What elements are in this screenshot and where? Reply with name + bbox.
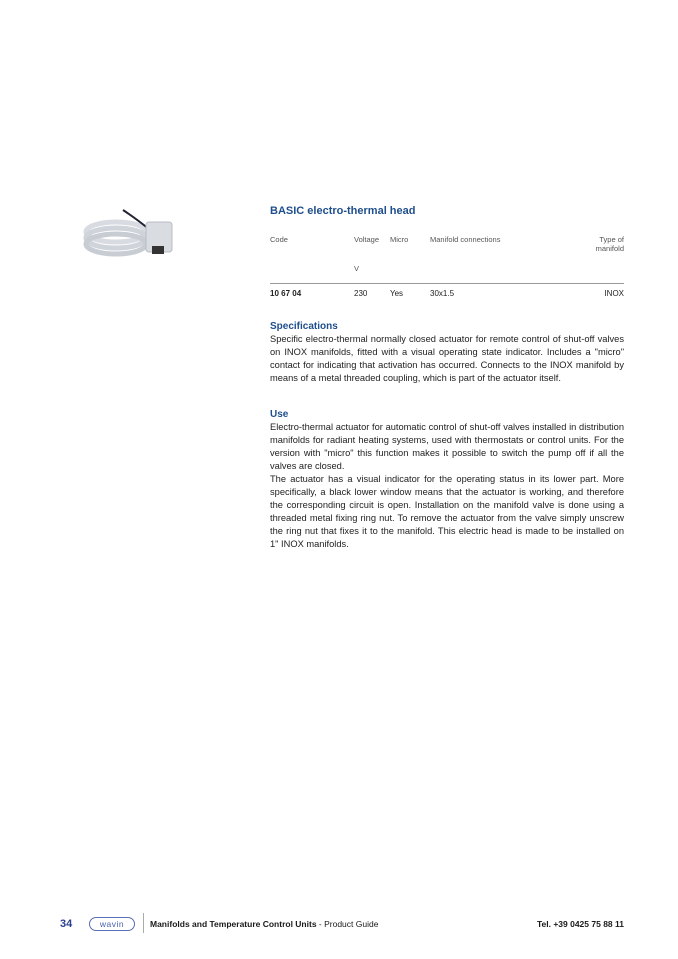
specifications-text: Specific electro-thermal normally closed actuator for remote control of shut-off valves on INOX manifolds, fitted with a visual operating state indicator. Includes a "micro" contact for indicating that activation has occurred. Connects to the INOX manifold by means of a metal threaded coupling, which is part of the actuator itself. <box>270 334 624 383</box>
cell-type: INOX <box>604 289 624 298</box>
specifications-heading: Specifications <box>270 321 338 332</box>
use-paragraph: The actuator has a visual indicator for the operating status in its lower part. More specifically, a black lower window means that the actuator is working, and therefore the corresponding circuit is open. Installation on the manifold valve is done using a threaded metal fixing ring nut. To remove the actuator from the valve simply unscrew the ring nut that fixes it to the manifold. This electric head is made to be installed on 1" INOX manifolds. <box>270 474 624 549</box>
footer-title-rest: - Product Guide <box>316 919 379 929</box>
footer-title-bold: Manifolds and Temperature Control Units <box>150 919 317 929</box>
specifications-section <box>270 320 624 385</box>
product-title: BASIC electro-thermal head <box>270 205 416 217</box>
voltage-unit: V <box>354 264 360 273</box>
page-number: 34 <box>60 918 73 930</box>
cell-voltage: 230 <box>354 289 368 298</box>
col-connections: Manifold connections <box>430 235 501 244</box>
footer-phone: Tel. +39 0425 75 88 11 <box>536 919 624 929</box>
footer-title <box>150 919 378 929</box>
wavin-logo: wavin <box>89 917 135 931</box>
cell-connections: 30x1.5 <box>430 289 455 298</box>
col-type: Type of manifold <box>595 235 624 253</box>
col-voltage: Voltage <box>354 235 380 244</box>
cell-code: 10 67 04 <box>270 289 302 298</box>
use-heading: Use <box>270 409 289 420</box>
use-section <box>270 408 624 551</box>
table-rule <box>270 283 624 284</box>
footer-divider <box>143 913 144 933</box>
cell-micro: Yes <box>390 289 404 298</box>
product-image <box>78 200 188 268</box>
col-micro: Micro <box>390 235 409 244</box>
col-code: Code <box>270 235 288 244</box>
use-paragraph: Electro-thermal actuator for automatic control of shut-off valves installed in distribution manifolds for radiant heating systems, used with thermostats or control units. For the version with "micro" this function makes it possible to switch the pump off if all the valves are closed. <box>270 422 624 471</box>
